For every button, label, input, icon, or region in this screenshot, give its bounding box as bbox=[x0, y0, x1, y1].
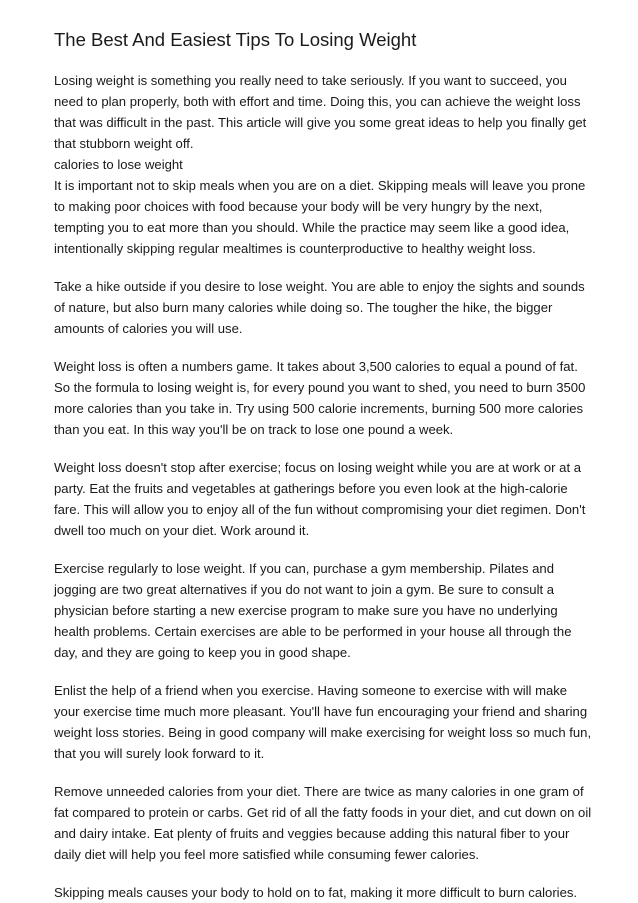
text-line: that stubborn weight off. bbox=[54, 136, 194, 151]
text-line: So the formula to losing weight is, for every pound you want to shed, you need to burn 3500 bbox=[54, 380, 586, 395]
text-line: Skipping meals causes your body to hold on to fat, making it more difficult to burn calories. bbox=[54, 885, 578, 900]
text-line: Take a hike outside if you desire to lose weight. You are able to enjoy the sights and sounds bbox=[54, 279, 585, 294]
text-line: Losing weight is something you really need to take seriously. If you want to succeed, you bbox=[54, 73, 567, 88]
text-line: fare. This will allow you to enjoy all of the fun without compromising your diet regimen. Don't bbox=[54, 502, 586, 517]
paragraph bbox=[54, 882, 598, 903]
text-line: day, and they are going to keep you in good shape. bbox=[54, 645, 351, 660]
text-line: that was difficult in the past. This article will give you some great ideas to help you finally get bbox=[54, 115, 587, 130]
text-line: and dairy intake. Eat plenty of fruits and veggies because adding this natural fiber to your bbox=[54, 826, 570, 841]
text-line: fat compared to protein or carbs. Get rid of all the fatty foods in your diet, and cut down on oil bbox=[54, 805, 592, 820]
text-line: that you will surely look forward to it. bbox=[54, 746, 265, 761]
article-body bbox=[54, 70, 598, 903]
text-line: Weight loss doesn't stop after exercise; focus on losing weight while you are at work or at a bbox=[54, 460, 582, 475]
text-line: jogging are two great alternatives if you do not want to join a gym. Be sure to consult a bbox=[54, 582, 555, 597]
text-line: dwell too much on your diet. Work around it. bbox=[54, 523, 310, 538]
text-line: to making poor choices with food because your body will be very hungry by the next, bbox=[54, 199, 543, 214]
paragraph bbox=[54, 558, 598, 663]
text-line: calories to lose weight bbox=[54, 157, 183, 172]
text-line: of nature, but also burn many calories while doing so. The tougher the hike, the bigger bbox=[54, 300, 553, 315]
text-line: Exercise regularly to lose weight. If you can, purchase a gym membership. Pilates and bbox=[54, 561, 554, 576]
text-line: intentionally skipping regular mealtimes is counterproductive to healthy weight loss. bbox=[54, 241, 536, 256]
text-line: weight loss stories. Being in good company will make exercising for weight loss so much fun, bbox=[54, 725, 592, 740]
paragraph bbox=[54, 457, 598, 541]
text-line: Remove unneeded calories from your diet. There are twice as many calories in one gram of bbox=[54, 784, 584, 799]
page-title: The Best And Easiest Tips To Losing Weight bbox=[54, 29, 417, 50]
text-line: party. Eat the fruits and vegetables at gatherings before you even look at the high-calorie bbox=[54, 481, 568, 496]
text-line: health problems. Certain exercises are able to be performed in your house all through the bbox=[54, 624, 572, 639]
text-line: daily diet will help you feel more satisfied while consuming fewer calories. bbox=[54, 847, 480, 862]
text-line: It is important not to skip meals when you are on a diet. Skipping meals will leave you prone bbox=[54, 178, 586, 193]
text-line: your exercise time much more pleasant. You'll have fun encouraging your friend and sharing bbox=[54, 704, 588, 719]
paragraph bbox=[54, 70, 598, 259]
text-line: physician before starting a new exercise program to make sure you have no underlying bbox=[54, 603, 558, 618]
paragraph bbox=[54, 781, 598, 865]
paragraph bbox=[54, 276, 598, 339]
text-line: tempting you to eat more than you should. While the practice may seem like a good idea, bbox=[54, 220, 570, 235]
text-line: amounts of calories you will use. bbox=[54, 321, 243, 336]
text-line: need to plan properly, both with effort and time. Doing this, you can achieve the weight loss bbox=[54, 94, 581, 109]
text-line: Weight loss is often a numbers game. It takes about 3,500 calories to equal a pound of fat. bbox=[54, 359, 578, 374]
text-line: more calories than you take in. Try using 500 calorie increments, burning 500 more calories bbox=[54, 401, 584, 416]
text-line: Enlist the help of a friend when you exercise. Having someone to exercise with will make bbox=[54, 683, 568, 698]
paragraph bbox=[54, 680, 598, 764]
text-line: than you eat. In this way you'll be on track to lose one pound a week. bbox=[54, 422, 454, 437]
paragraph bbox=[54, 356, 598, 440]
